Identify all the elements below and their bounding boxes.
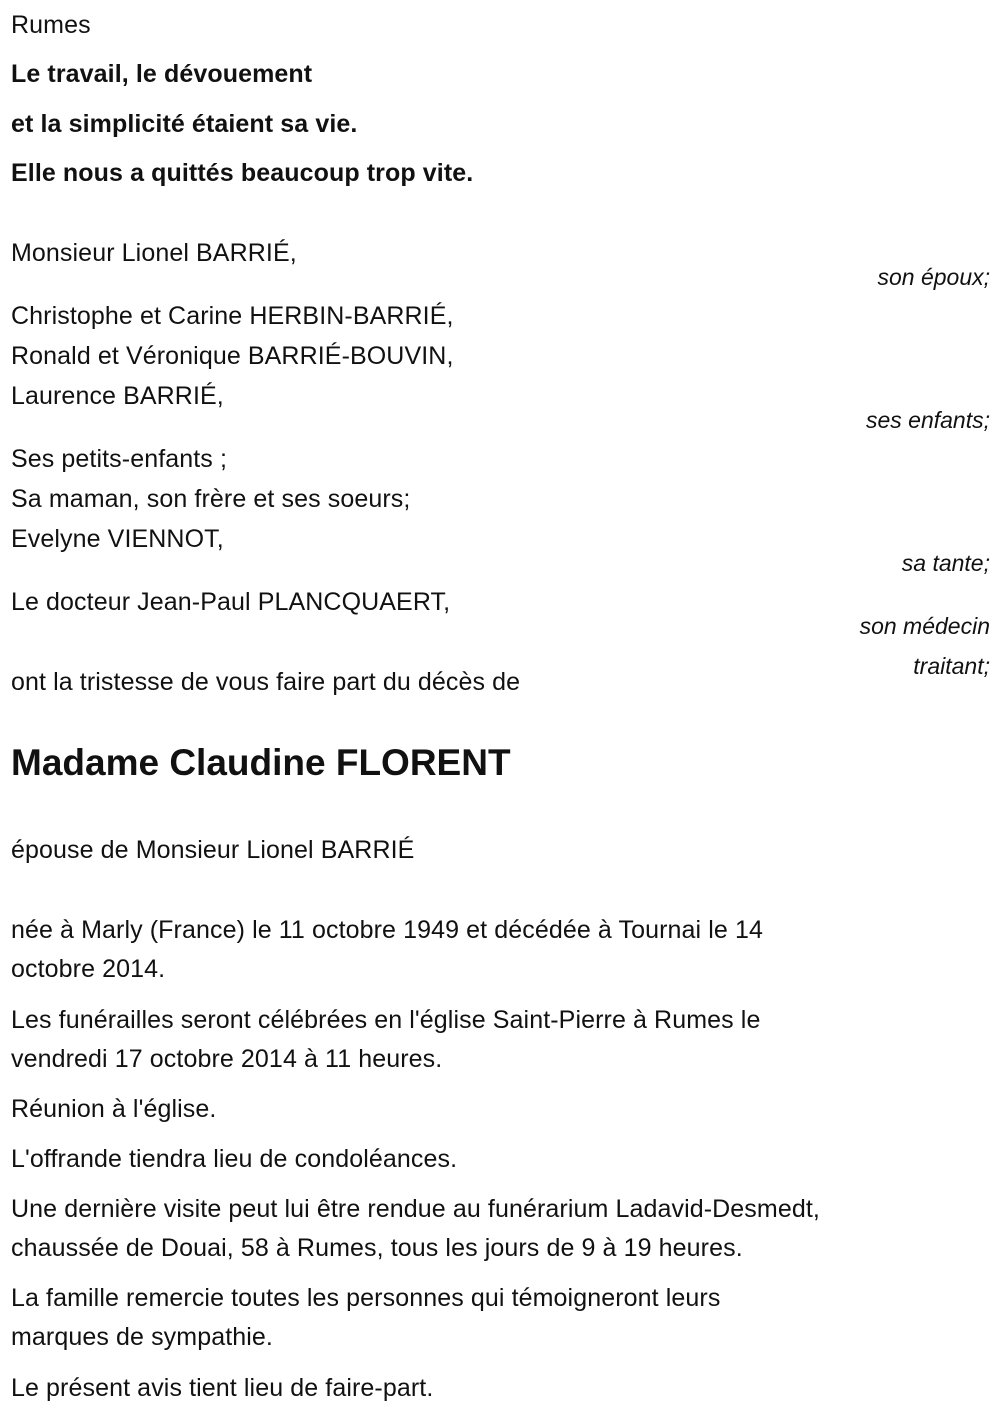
doctor-name: Le docteur Jean-Paul PLANCQUAERT, xyxy=(11,588,451,616)
spouse-of: épouse de Monsieur Lionel BARRIÉ xyxy=(11,836,415,864)
meeting-info: Réunion à l'église. xyxy=(11,1095,217,1123)
epitaph-line: Elle nous a quittés beaucoup trop vite. xyxy=(11,159,474,187)
funeral-line: Les funérailles seront célébrées en l'église Saint-Pierre à Rumes le xyxy=(11,1006,761,1034)
child-name: Christophe et Carine HERBIN-BARRIÉ, xyxy=(11,302,454,330)
location: Rumes xyxy=(11,11,91,39)
deceased-name: Madame Claudine FLORENT xyxy=(11,742,511,783)
doctor-role-line2: traitant; xyxy=(913,653,990,679)
children-role: ses enfants; xyxy=(865,407,990,433)
grandchildren: Ses petits-enfants ; xyxy=(11,445,228,473)
funeral-line: vendredi 17 octobre 2014 à 11 heures. xyxy=(11,1045,443,1073)
thanks-line: marques de sympathie. xyxy=(11,1323,273,1351)
siblings: Sa maman, son frère et ses soeurs; xyxy=(11,485,411,513)
birth-death-line: octobre 2014. xyxy=(11,955,166,983)
child-name: Ronald et Véronique BARRIÉ-BOUVIN, xyxy=(11,342,454,370)
birth-death-line: née à Marly (France) le 11 octobre 1949 et décédée à Tournai le 14 xyxy=(11,916,763,944)
epitaph-line: et la simplicité étaient sa vie. xyxy=(11,110,358,138)
doctor-role-line1: son médecin xyxy=(859,613,990,639)
aunt-name: Evelyne VIENNOT, xyxy=(11,525,224,553)
spouse-name: Monsieur Lionel BARRIÉ, xyxy=(11,239,297,267)
notice: Le présent avis tient lieu de faire-part. xyxy=(11,1374,434,1402)
announcement: ont la tristesse de vous faire part du décès de xyxy=(11,668,521,696)
child-name: Laurence BARRIÉ, xyxy=(11,382,224,410)
epitaph-line: Le travail, le dévouement xyxy=(11,60,313,88)
aunt-role: sa tante; xyxy=(901,550,990,576)
visit-line: chaussée de Douai, 58 à Rumes, tous les jours de 9 à 19 heures. xyxy=(11,1234,743,1262)
offering-info: L'offrande tiendra lieu de condoléances. xyxy=(11,1145,458,1173)
visit-line: Une dernière visite peut lui être rendue au funérarium Ladavid-Desmedt, xyxy=(11,1195,820,1223)
spouse-role: son époux; xyxy=(877,264,990,290)
thanks-line: La famille remercie toutes les personnes qui témoigneront leurs xyxy=(11,1284,721,1312)
